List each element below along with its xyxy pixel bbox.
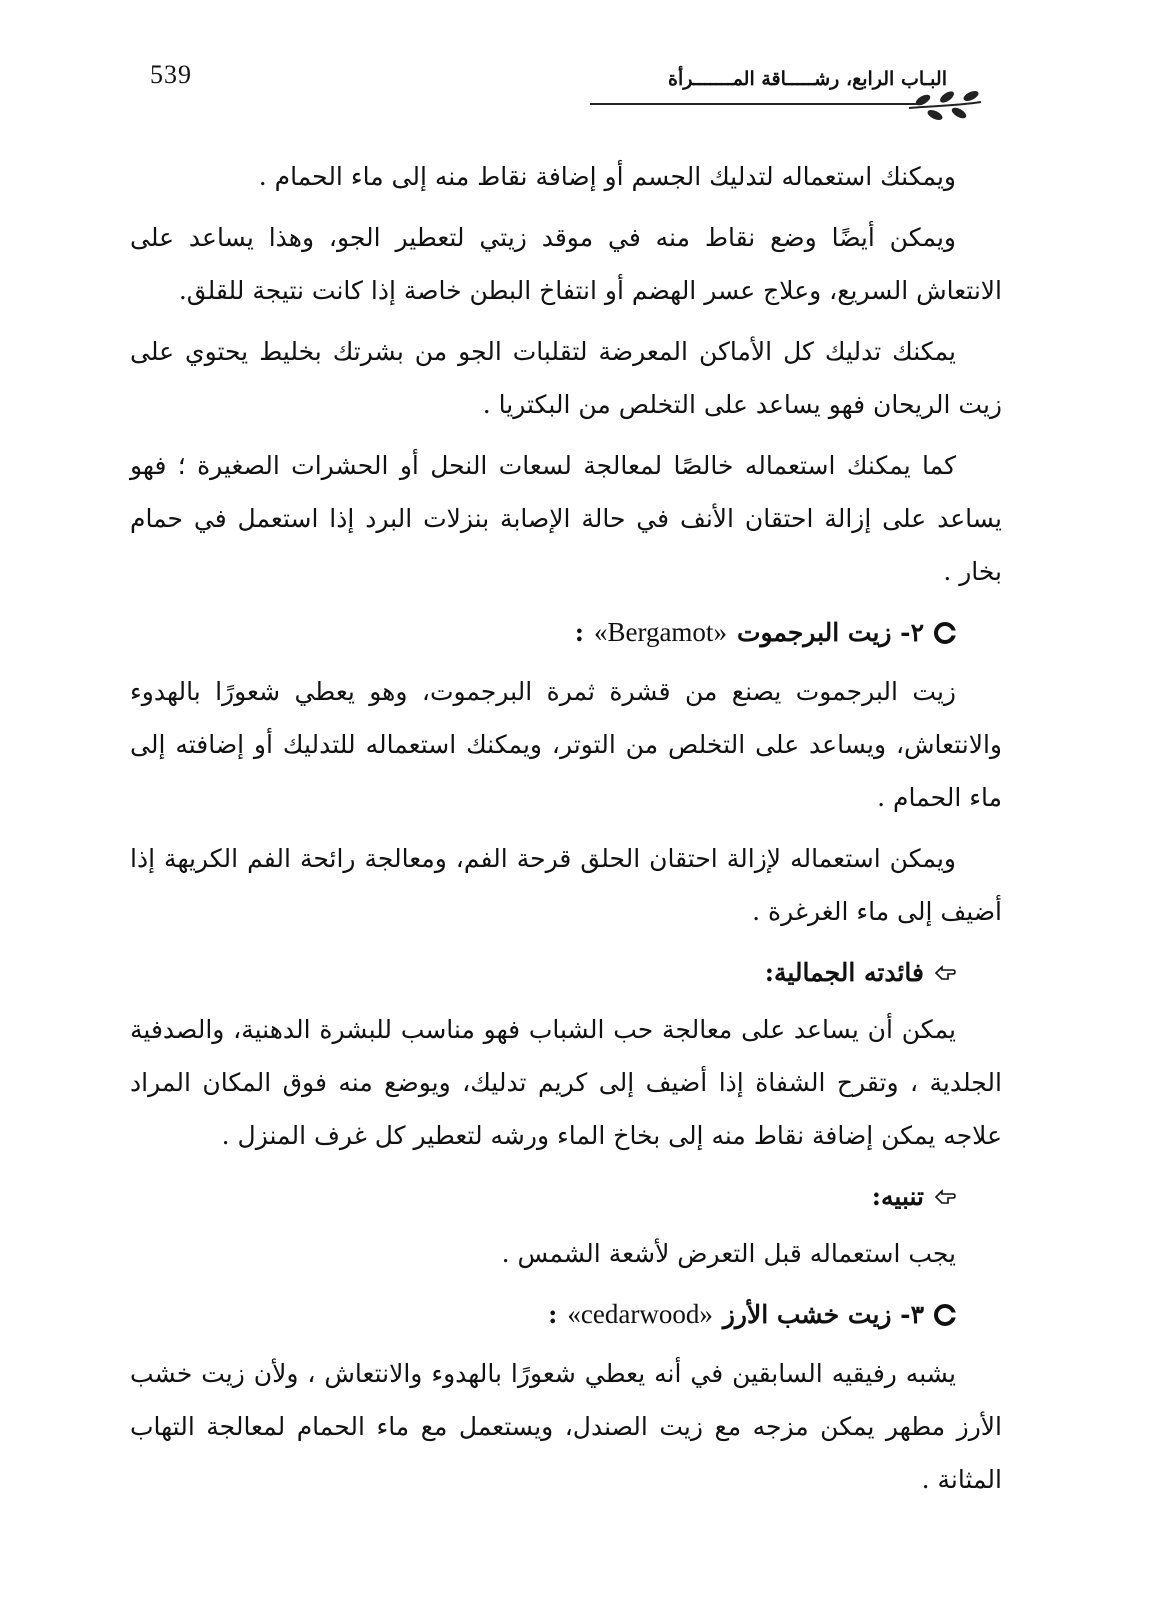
running-header: البـاب الرابع، رشـــــاقة المـــــــرأة [668, 68, 947, 90]
paragraph: كما يمكنك استعماله خالصًا لمعالجة لسعات النحل أو الحشرات الصغيرة ؛ فهو يساعد على إزالة احتقان الأنف في حالة الإصابة بنزلات البرد إذا استعمل في حمام بخار . [130, 451, 1002, 586]
circle-marker-icon [934, 1304, 956, 1326]
pointing-hand-icon [934, 1188, 956, 1206]
heading-title: ٢- زيت البرجموت [736, 618, 924, 647]
paragraph: يجب استعماله قبل التعرض لأشعة الشمس . [501, 1239, 956, 1268]
heading-latin-name: «cedarwood» [567, 1299, 713, 1329]
heading-latin-name: «Bergamot» [593, 617, 727, 647]
heading-colon: : [548, 1300, 558, 1329]
header-rule [590, 103, 920, 105]
circle-marker-icon [934, 622, 956, 644]
heading-title: ٣- زيت خشب الأرز [722, 1300, 924, 1329]
sub-heading-title: فائدته الجمالية: [764, 958, 924, 987]
section-heading-bergamot [130, 606, 1002, 659]
paragraph: ويمكن أيضًا وضع نقاط منه في موقد زيتي لتعطير الجو، وهذا يساعد على الانتعاش السريع، وعلاج عسر الهضم أو انتفاخ البطن خاصة إذا كانت نتيجة للقلق. [130, 223, 1002, 305]
sub-heading-title: تنبيه: [871, 1182, 924, 1211]
page-body [130, 150, 1002, 1514]
paragraph: يشبه رفيقيه السابقين في أنه يعطي شعورًا بالهدوء والانتعاش ، ولأن زيت خشب الأرز مطهر يمكن مزجه مع زيت الصندل، ويستعمل مع ماء الحمام لمعالجة التهاب المثانة . [130, 1359, 1002, 1494]
paragraph: ويمكنك استعماله لتدليك الجسم أو إضافة نقاط منه إلى ماء الحمام . [258, 162, 956, 191]
section-heading-cedarwood [130, 1288, 1002, 1341]
sub-heading-warning [130, 1170, 1002, 1223]
paragraph: يمكنك تدليك كل الأماكن المعرضة لتقلبات الجو من بشرتك بخليط يحتوي على زيت الريحان فهو يساعد على التخلص من البكتريا . [130, 337, 1002, 419]
page-number: 539 [150, 60, 192, 89]
leaf-branch-icon [905, 86, 985, 126]
heading-colon: : [574, 618, 584, 647]
sub-heading-beauty-benefit [130, 946, 1002, 999]
paragraph: زيت البرجموت يصنع من قشرة ثمرة البرجموت، وهو يعطي شعورًا بالهدوء والانتعاش، ويساعد على التخلص من التوتر، ويمكنك استعماله للتدليك أو إضافته إلى ماء الحمام . [130, 677, 1002, 812]
paragraph: يمكن أن يساعد على معالجة حب الشباب فهو مناسب للبشرة الدهنية، والصدفية الجلدية ، وتقرح الشفاة إذا أضيف إلى كريم تدليك، ويوضع منه فوق المكان المراد علاجه يمكن إضافة نقاط منه إلى بخاخ الماء ورشه لتعطير كل غرف المنزل . [130, 1015, 1002, 1150]
paragraph: ويمكن استعماله لإزالة احتقان الحلق قرحة الفم، ومعالجة رائحة الفم الكريهة إذا أضيف إلى ماء الغرغرة . [130, 844, 1002, 926]
pointing-hand-icon [934, 964, 956, 982]
